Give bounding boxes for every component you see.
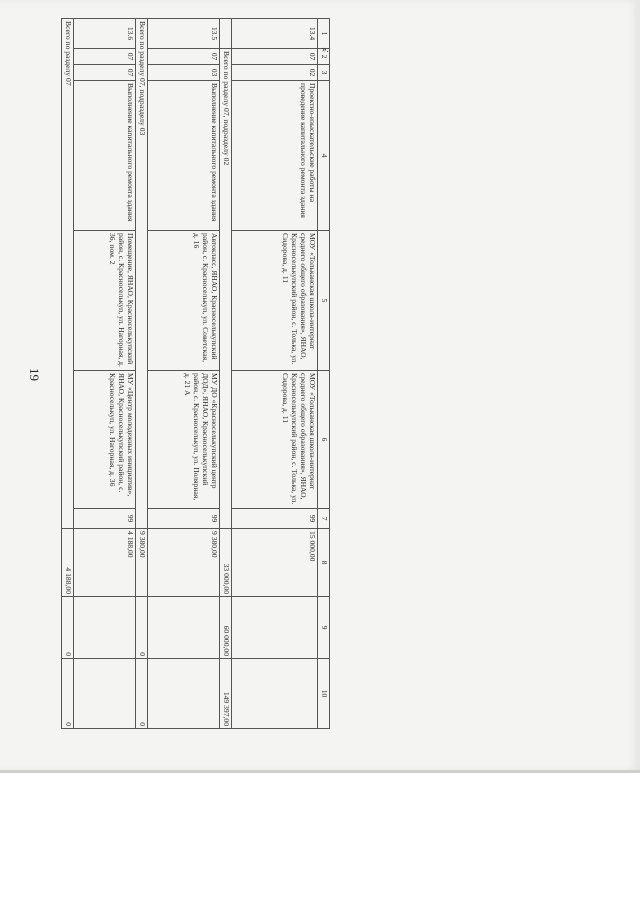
closing-quote-mark: ». <box>322 44 329 54</box>
subtotal-year2: 60 000,00 <box>220 597 232 659</box>
section-code: 07 <box>232 49 318 65</box>
subtotal-year1: 9 380,00 <box>136 529 148 597</box>
total-label: Всего по разделу 07 <box>62 19 74 529</box>
subtotal-year3: 149 397,00 <box>220 659 232 729</box>
amount-year2 <box>232 597 318 659</box>
item-number: 13.4 <box>232 19 318 49</box>
total-year2: 0 <box>62 597 74 659</box>
subtotal-label: Всего по разделу 07, подразделу 03 <box>136 19 148 529</box>
column-header: 10 <box>318 659 330 729</box>
total-year3: 0 <box>62 659 74 729</box>
subsection-code: 07 <box>74 65 136 81</box>
amount-year3 <box>74 659 136 729</box>
page-number <box>0 368 640 381</box>
object-address: Автокласс, ЯНАО, Красноселькупский район, с. Красноселькуп, ул. Советская, д. 16 <box>148 231 220 371</box>
item-number: 13.5 <box>148 19 220 49</box>
section-code: 07 <box>148 49 220 65</box>
column-header: 9 <box>318 597 330 659</box>
page-edge <box>0 770 640 773</box>
column-header: 4 <box>318 81 330 231</box>
amount-year1: 9 380,00 <box>148 529 220 597</box>
subtotal-year1: 33 000,00 <box>220 529 232 597</box>
work-description: Выполнение капитального ремонта здания <box>74 81 136 231</box>
subtotal-year3: 0 <box>136 659 148 729</box>
column-header: 7 <box>318 509 330 529</box>
item-number: 13.6 <box>74 19 136 49</box>
code-value: 99 <box>74 509 136 529</box>
amount-year1: 15 000,00 <box>232 529 318 597</box>
object-address: МОУ «Тольканская школа-интернат среднего общего образования», ЯНАО, Красноселькупский район, с. Толька, ул. Сидорова, д. 11 <box>232 231 318 371</box>
amount-year3 <box>148 659 220 729</box>
total-year1: 4 188,00 <box>62 529 74 597</box>
column-header: 8 <box>318 529 330 597</box>
subtotal-label: Всего по разделу 07, подразделу 02 <box>220 49 232 529</box>
work-description: Выполнение капитального ремонта здания <box>148 81 220 231</box>
column-header: 5 <box>318 231 330 371</box>
institution: МУ «Центр молодежных инициатив», ЯНАО, Красноселькупский район, с. Красноселькуп, ул. Нагорная, д. 36 <box>74 371 136 509</box>
subsection-code: 02 <box>232 65 318 81</box>
amount-year2 <box>148 597 220 659</box>
code-value: 99 <box>232 509 318 529</box>
amount-year3 <box>232 659 318 729</box>
page-number-text: 19 <box>27 368 42 381</box>
code-value: 99 <box>148 509 220 529</box>
object-address: Помещение, ЯНАО, Красноселькупский район, с. Красноселькуп, ул. Нагорная, д. 36, пом. 2 <box>74 231 136 371</box>
section-code: 07 <box>74 49 136 65</box>
column-header: 2 <box>318 49 330 65</box>
amount-year1: 4 188,00 <box>74 529 136 597</box>
institution: МУ ДО «Красноселькупский центр ДОД», ЯНАО, Красноселькупский район, с. Красноселькуп, ул. Полярная, д. 21 А <box>148 371 220 509</box>
institution: МОУ «Тольканская школа-интернат среднего общего образования», ЯНАО, Красноселькупский район, с. Толька, ул. Сидорова, д. 11 <box>232 371 318 509</box>
subsection-code: 03 <box>148 65 220 81</box>
subtotal-year2: 0 <box>136 597 148 659</box>
column-header: 1 <box>318 19 330 49</box>
column-header: 6 <box>318 371 330 509</box>
column-header: 3 <box>318 65 330 81</box>
work-description: Проектно-изыскательские работы на проведение капитального ремонта здания <box>232 81 318 231</box>
amount-year2 <box>74 597 136 659</box>
